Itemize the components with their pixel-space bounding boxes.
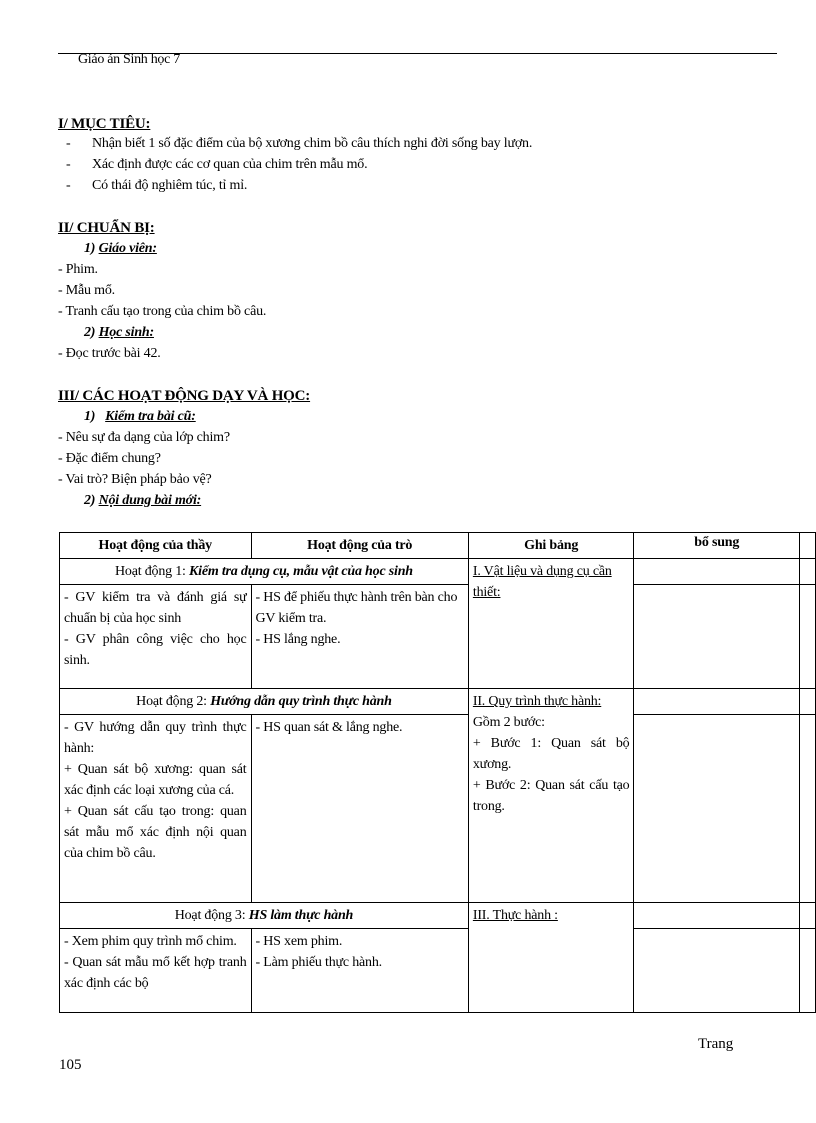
- section-heading-chuan-bi: II/ CHUẨN BỊ:: [58, 220, 155, 236]
- header-hoat-dong-thay: Hoạt động của thầy: [60, 533, 252, 559]
- activity-3-title: Hoạt động 3: HS làm thực hành: [60, 903, 469, 929]
- prep-item: - Mẫu mổ.: [58, 283, 115, 298]
- prep-item: - Phim.: [58, 262, 98, 277]
- activity-2-bo-sung: [634, 715, 800, 903]
- activity-2-tro: - HS quan sát & lắng nghe.: [251, 715, 468, 903]
- review-question: - Nêu sự đa dạng của lớp chim?: [58, 430, 230, 445]
- section-heading-muc-tieu: I/ MỤC TIÊU:: [58, 116, 151, 132]
- section-heading-hoat-dong: III/ CÁC HOẠT ĐỘNG DẠY VÀ HỌC:: [58, 388, 311, 404]
- review-question: - Đặc điểm chung?: [58, 451, 161, 466]
- document-header: Giáo án Sinh học 7: [78, 52, 180, 67]
- activity-3-tro: - HS xem phim. - Làm phiếu thực hành.: [251, 929, 468, 1013]
- activity-2-bo-sung-top: [634, 689, 800, 715]
- table-edge-cell: [800, 689, 816, 715]
- table-edge-cell: [800, 903, 816, 929]
- prep-item: - Tranh cấu tạo trong của chim bồ câu.: [58, 304, 267, 319]
- header-ghi-bang: Ghi bảng: [468, 533, 634, 559]
- activity-1-title: Hoạt động 1: Kiểm tra dụng cụ, mẫu vật của học sinh: [60, 559, 469, 585]
- subheading-kiem-tra: 1) Kiểm tra bài cũ:: [84, 409, 196, 424]
- subheading-giao-vien: 1) Giáo viên:: [84, 241, 157, 256]
- objective-item: - Xác định được các cơ quan của chim trên mẫu mổ.: [66, 157, 368, 172]
- objective-item: - Có thái độ nghiêm túc, tỉ mỉ.: [66, 178, 248, 193]
- objective-item: - Nhận biết 1 số đặc điểm của bộ xương chim bồ câu thích nghi đời sống bay lượn.: [66, 136, 533, 151]
- footer-page-number: 105: [59, 1057, 82, 1073]
- activity-2-title: Hoạt động 2: Hướng dẫn quy trình thực hành: [60, 689, 469, 715]
- activity-1-thay: - GV kiểm tra và đánh giá sự chuẩn bị của học sinh - GV phân công việc cho học sinh.: [60, 585, 252, 689]
- footer-trang-label: Trang: [698, 1036, 734, 1052]
- table-edge-cell: [800, 715, 816, 903]
- activity-1-tro: - HS để phiếu thực hành trên bàn cho GV kiểm tra. - HS lắng nghe.: [251, 585, 468, 689]
- activity-1-bo-sung-top: [634, 559, 800, 585]
- activity-1-ghi-bang: I. Vật liệu và dụng cụ cần thiết:: [468, 559, 634, 689]
- activity-3-bo-sung: [634, 929, 800, 1013]
- table-edge-cell: [800, 585, 816, 689]
- activity-2-thay: - GV hướng dẫn quy trình thực hành: + Quan sát bộ xương: quan sát xác định các loại xương của cá. + Quan sát cấu tạo trong: quan sát mẫu mổ xác định nội quan của chim bồ câu.: [60, 715, 252, 903]
- activity-3-ghi-bang: III. Thực hành :: [468, 903, 634, 1013]
- subheading-hoc-sinh: 2) Học sinh:: [84, 325, 154, 340]
- table-edge-cell: [800, 559, 816, 585]
- lesson-activity-table: [59, 532, 816, 1013]
- prep-item: - Đọc trước bài 42.: [58, 346, 161, 361]
- activity-2-ghi-bang: II. Quy trình thực hành: Gồm 2 bước: + Bước 1: Quan sát bộ xương. + Bước 2: Quan sát cấu tạo trong.: [468, 689, 634, 903]
- activity-3-bo-sung-top: [634, 903, 800, 929]
- table-edge-cell: [800, 929, 816, 1013]
- subheading-noi-dung: 2) Nội dung bài mới:: [84, 493, 202, 508]
- table-edge-cell: [800, 533, 816, 559]
- activity-1-bo-sung: [634, 585, 800, 689]
- activity-3-thay: - Xem phim quy trình mổ chim. - Quan sát mẫu mổ kết hợp tranh xác định các bộ: [60, 929, 252, 1013]
- header-bo-sung: bổ sung: [634, 533, 800, 559]
- header-hoat-dong-tro: Hoạt động của trò: [251, 533, 468, 559]
- review-question: - Vai trò? Biện pháp bảo vệ?: [58, 472, 212, 487]
